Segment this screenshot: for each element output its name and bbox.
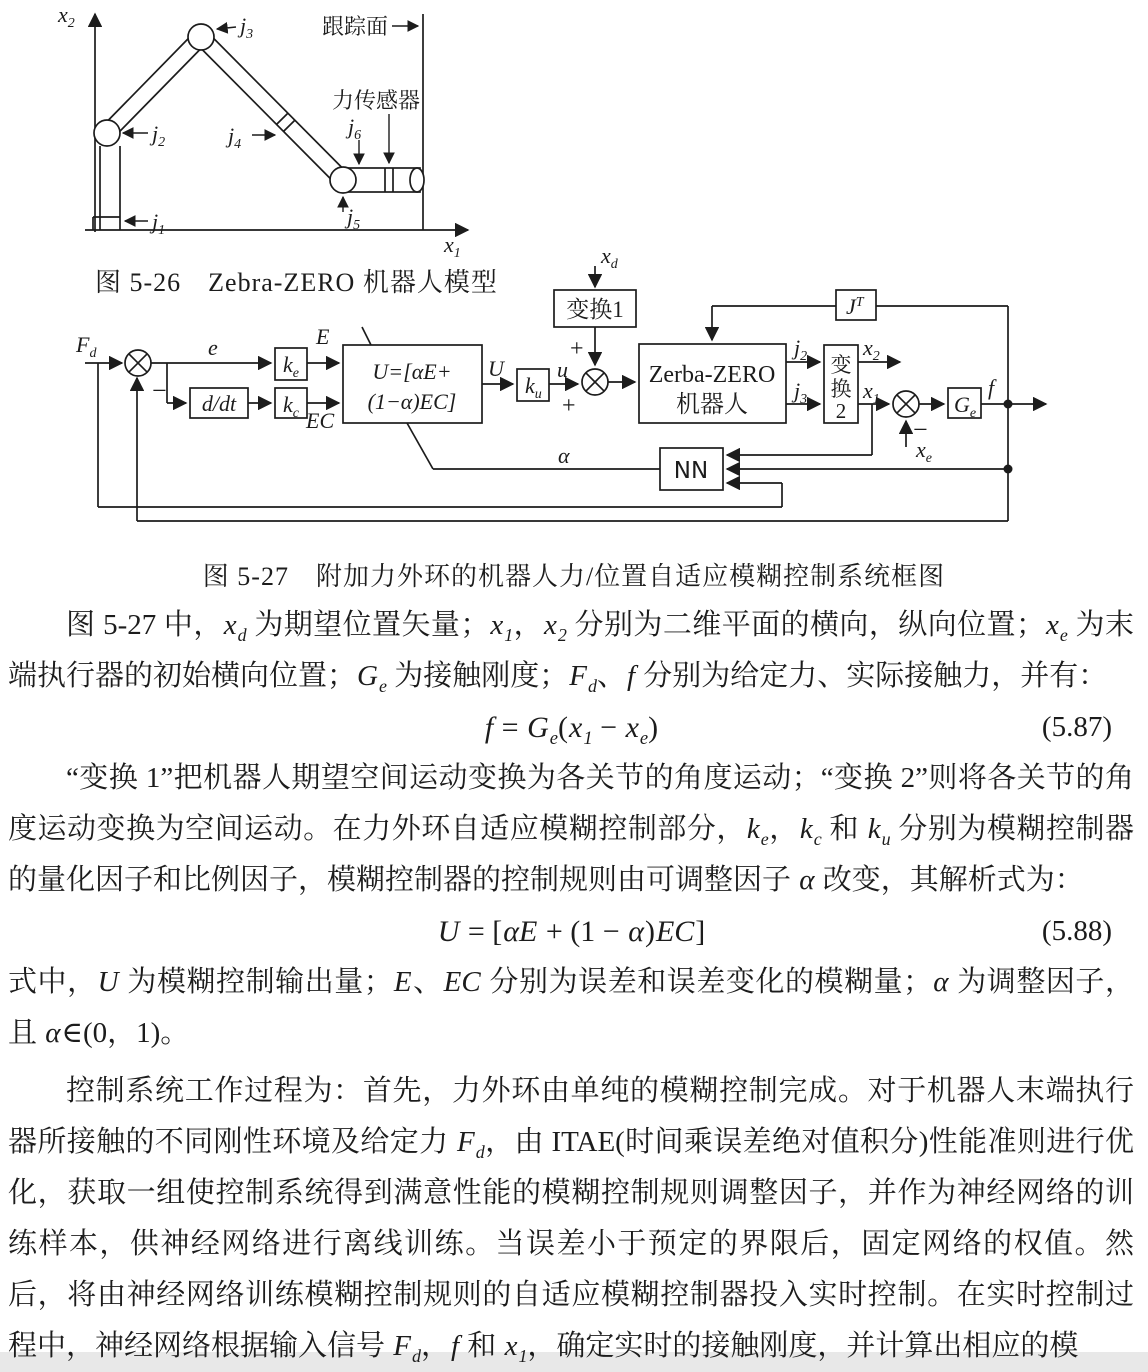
svg-text:换: 换 — [830, 377, 852, 401]
joint-j5 — [330, 167, 356, 193]
label-j3: $j_3$ — [794, 378, 808, 407]
label-EC: EC — [306, 408, 335, 433]
svg-text:2: 2 — [835, 399, 847, 423]
label-j1 — [125, 209, 165, 238]
paragraph: “变换 1”把机器人期望空间运动变换为各关节的角度运动；“变换 2”则将各关节的角度运动变换为空间运动。在力外环自适应模糊控制部分，$k_e$，$k_c$ 和 $k_u$ 分别为模糊控制器的量化因子和比例因子，模糊控制器的控制规则由可调整因子 α 改变，其解析式为： — [8, 762, 1134, 896]
equation-5-87 — [8, 702, 1134, 753]
figure26-caption: 图 5-26 Zebra-ZERO 机器人模型 — [95, 268, 498, 297]
svg-text:U=[αE+: U=[αE+ — [372, 359, 452, 384]
label-alpha: α — [558, 443, 570, 468]
joint-j3 — [188, 24, 214, 50]
equation-number: (5.87) — [1041, 711, 1112, 743]
equation-formula: U = [αE + (1 − α)EC] — [437, 915, 706, 948]
figure-control-block-diagram — [0, 245, 1148, 550]
svg-text:Zerba-ZERO: Zerba-ZERO — [648, 362, 776, 388]
svg-text:NN: NN — [673, 458, 709, 484]
paragraph: 控制系统工作过程为：首先，力外环由单纯的模糊控制完成。对于机器人末端执行器所接触的不同刚性环境及给定力 $F_d$，由 ITAE(时间乘误差绝对值积分)性能准则进行优化，获取一组使控制系统得到满意性能的模糊控制规则调整因子，并作为神经网络的训练样本，供神经网络进行离线训练。当误差小于预定的界限后，固定网络的权值。然后，将由神经网络训练模糊控制规则的自适应模糊控制器投入实时控制。在实时控制过程中，神经网络根据输入信号 $F_d$，f 和 $x_1$，确定实时的接触刚度，并计算出相应的模 — [8, 1075, 1134, 1366]
svg-text:Ge: $G_e$ — [954, 392, 977, 421]
svg-text:j4: $j_4$ — [228, 123, 242, 152]
label-x2-out: $x_2$ — [863, 335, 880, 364]
equation-5-88 — [8, 906, 1134, 957]
label-xd: $x_d$ — [601, 243, 618, 272]
robot-link-fore — [195, 31, 348, 185]
robot-block — [639, 344, 786, 423]
paragraph: 图 5-27 中，$x_d$ 为期望位置矢量；$x_1$，$x_2$ 分别为二维平面的横向，纵向位置；$x_e$ 为末端执行器的初始横向位置；$G_e$ 为接触刚度；$F_d$、f 分别为给定力、实际接触力，并有： — [8, 609, 1134, 696]
svg-text:j1: $j_1$ — [152, 209, 166, 238]
label-e: e — [208, 335, 218, 360]
figure-robot-model — [0, 0, 500, 261]
label-j5 — [343, 197, 360, 233]
svg-text:变: 变 — [830, 353, 852, 377]
jacobian-transpose-block — [836, 290, 876, 320]
fuzzy-controller-block — [343, 345, 482, 423]
svg-text:j2: $j_2$ — [152, 121, 166, 150]
label-fd: $F_d$ — [76, 332, 97, 361]
summing-junction-force — [125, 350, 151, 376]
equation-number: (5.88) — [1041, 915, 1112, 947]
svg-text:跟踪面: 跟踪面 — [322, 14, 389, 39]
summing-junction-contact — [893, 391, 919, 417]
derivative-block — [190, 388, 248, 418]
label-f: f — [988, 375, 995, 400]
svg-text:ke: $k_e$ — [283, 352, 299, 381]
svg-text:(1−α)EC]: (1−α)EC] — [367, 389, 457, 414]
equation-formula: $f = G_e(x_1 - x_e)$ — [484, 711, 659, 749]
svg-text:力传感器: 力传感器 — [332, 88, 421, 113]
label-force-sensor — [332, 88, 420, 163]
label-U: U — [488, 356, 504, 381]
svg-text:j6: $j_6$ — [348, 114, 362, 143]
derivative-branch — [167, 363, 186, 403]
robot-base-link — [93, 146, 120, 230]
label-plus-lower: + — [562, 393, 576, 419]
feedback-node — [1004, 465, 1013, 474]
label-x1: $x_1$ — [444, 232, 461, 261]
svg-text:ku: $k_u$ — [525, 373, 542, 402]
figure27-caption: 图 5-27 附加力外环的机器人力/位置自适应模糊控制系统框图 — [202, 562, 946, 591]
label-E: E — [316, 324, 330, 349]
label-j6 — [345, 114, 361, 164]
label-x2: $x_2$ — [58, 2, 75, 31]
summing-junction-position — [582, 369, 608, 395]
label-minus-left: − — [152, 376, 167, 405]
svg-text:j3: $j_3$ — [240, 13, 254, 42]
svg-text:机器人: 机器人 — [676, 392, 748, 418]
label-j4 — [225, 123, 275, 152]
svg-text:j5: $j_5$ — [347, 204, 361, 233]
label-j2: $j_2$ — [794, 335, 808, 364]
svg-text:kc: $k_c$ — [283, 392, 299, 421]
svg-text:JT: $J^T$ — [846, 294, 864, 319]
kc-block — [275, 388, 307, 421]
label-u: u — [557, 357, 568, 382]
neural-network-block — [660, 448, 723, 490]
stiffness-block — [948, 388, 981, 421]
svg-text:d/dt: d/dt — [201, 391, 237, 416]
ku-block — [517, 369, 549, 402]
label-j3 — [217, 13, 253, 42]
transform2-block — [824, 345, 858, 423]
label-j2 — [123, 121, 165, 150]
transform1-block — [554, 290, 636, 327]
joint-j2 — [94, 120, 120, 146]
svg-text:变换1: 变换1 — [566, 297, 624, 322]
label-minus-right: − — [913, 415, 928, 444]
label-plus-upper: + — [570, 336, 584, 362]
label-tracking-surface — [322, 14, 418, 39]
body-text — [8, 600, 1134, 1372]
f-node — [1004, 400, 1013, 409]
ke-block — [275, 348, 307, 381]
paragraph: 式中，U 为模糊控制输出量；E、EC 分别为误差和误差变化的模糊量；α 为调整因子，且 α∈(0，1)。 — [8, 966, 1134, 1049]
label-xe: $x_e$ — [916, 437, 932, 466]
label-x1-out: $x_1$ — [863, 378, 880, 407]
